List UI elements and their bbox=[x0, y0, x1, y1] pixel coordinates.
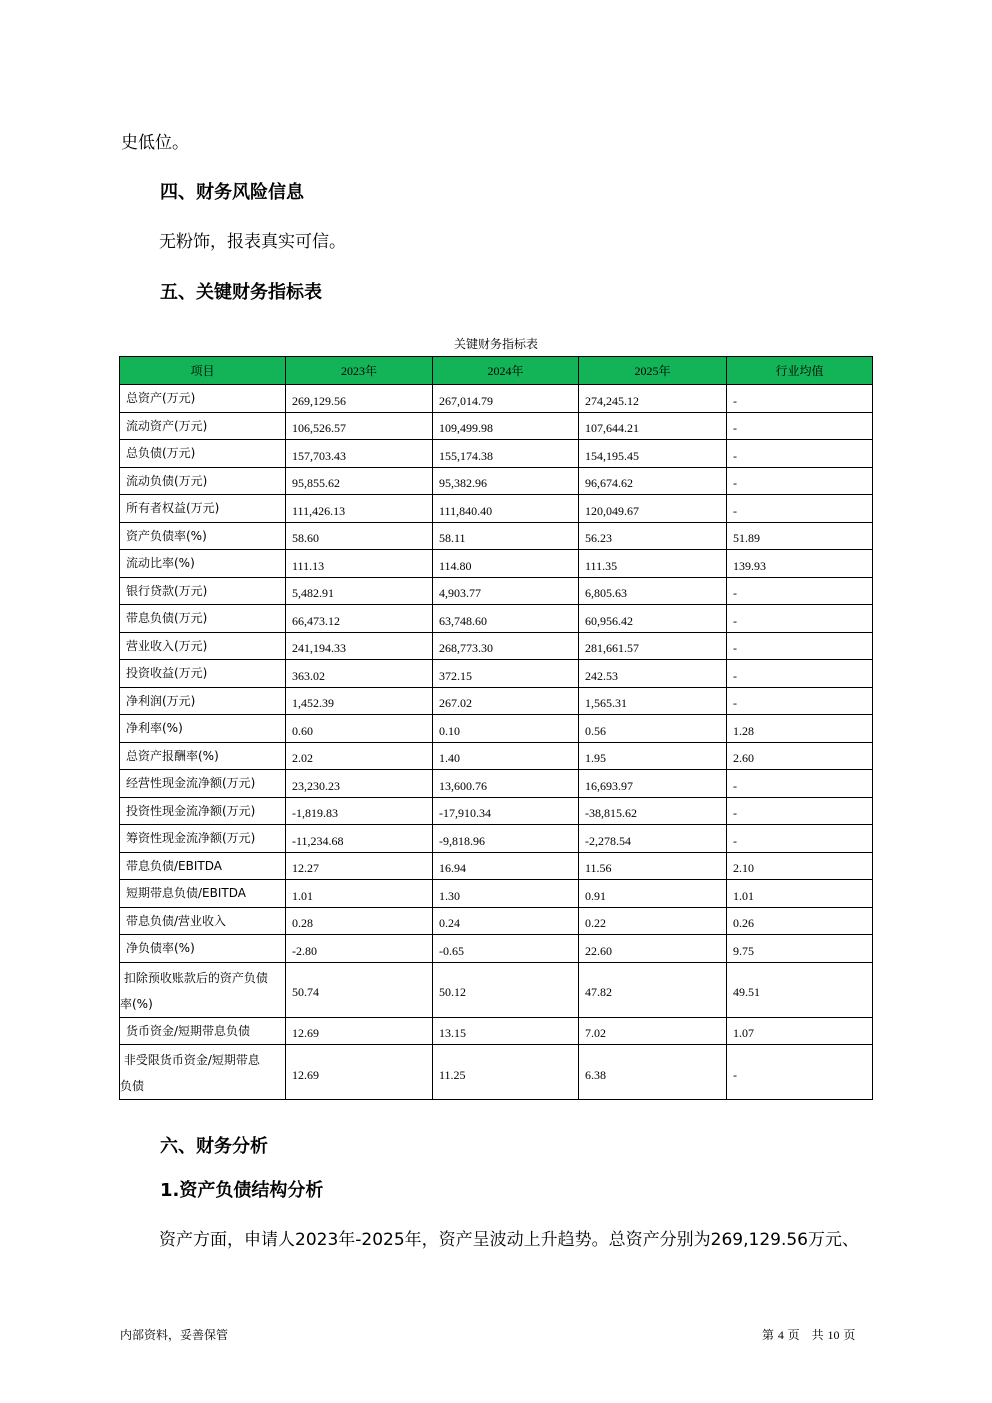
row-label: 银行贷款(万元) bbox=[120, 577, 286, 605]
row-label: 总负债(万元) bbox=[120, 440, 286, 468]
row-label-line2: 负债 bbox=[120, 1079, 145, 1093]
cell-value: 0.28 bbox=[286, 907, 433, 935]
row-label: 净利率(%) bbox=[120, 715, 286, 743]
cell-value: 12.27 bbox=[286, 852, 433, 880]
page-current: 4 bbox=[777, 1328, 784, 1342]
row-label: 投资性现金流净额(万元) bbox=[120, 797, 286, 825]
row-label-line1: 扣除预收账款后的资产负债 bbox=[120, 970, 268, 985]
table-row bbox=[120, 1017, 873, 1045]
table-row bbox=[120, 825, 873, 853]
cell-value: 12.69 bbox=[286, 1045, 433, 1100]
footer-note: 内部资料，妥善保管 bbox=[120, 1328, 229, 1342]
page-prefix: 第 bbox=[762, 1328, 775, 1342]
cell-value: 1.30 bbox=[433, 880, 579, 908]
row-label: 净负债率(%) bbox=[120, 935, 286, 963]
page-mid: 页 共 bbox=[787, 1328, 824, 1342]
header-2025: 2025年 bbox=[579, 357, 727, 385]
table-row bbox=[120, 385, 873, 413]
cell-value: 139.93 bbox=[727, 550, 873, 578]
cell-value: -38,815.62 bbox=[579, 797, 727, 825]
row-label: 净利润(万元) bbox=[120, 687, 286, 715]
cell-value: 107,644.21 bbox=[579, 412, 727, 440]
row-label: 投资收益(万元) bbox=[120, 660, 286, 688]
cell-value: 111.35 bbox=[579, 550, 727, 578]
table-row bbox=[120, 935, 873, 963]
cell-value: - bbox=[727, 797, 873, 825]
row-label: 流动比率(%) bbox=[120, 550, 286, 578]
table-row bbox=[120, 412, 873, 440]
cell-value: 281,661.57 bbox=[579, 632, 727, 660]
cell-value: 2.60 bbox=[727, 742, 873, 770]
cell-value: 4,903.77 bbox=[433, 577, 579, 605]
cell-value: 6,805.63 bbox=[579, 577, 727, 605]
cell-value: 268,773.30 bbox=[433, 632, 579, 660]
cell-value: 58.60 bbox=[286, 522, 433, 550]
row-label: 资产负债率(%) bbox=[120, 522, 286, 550]
table-row bbox=[120, 632, 873, 660]
cell-value: 120,049.67 bbox=[579, 495, 727, 523]
cell-value: 1.07 bbox=[727, 1017, 873, 1045]
cell-value: 241,194.33 bbox=[286, 632, 433, 660]
row-label: 带息负债(万元) bbox=[120, 605, 286, 633]
cell-value: -2,278.54 bbox=[579, 825, 727, 853]
cell-value: 0.91 bbox=[579, 880, 727, 908]
cell-value: 109,499.98 bbox=[433, 412, 579, 440]
table-row bbox=[120, 577, 873, 605]
table-row bbox=[120, 522, 873, 550]
cell-value: 51.89 bbox=[727, 522, 873, 550]
top-fragment: 史低位。 bbox=[121, 133, 189, 153]
cell-value: 63,748.60 bbox=[433, 605, 579, 633]
page-total: 10 bbox=[827, 1328, 840, 1342]
cell-value: 16,693.97 bbox=[579, 770, 727, 798]
table-row bbox=[120, 605, 873, 633]
table-row bbox=[120, 1045, 873, 1100]
cell-value: -0.65 bbox=[433, 935, 579, 963]
cell-value: 50.74 bbox=[286, 962, 433, 1017]
table-row bbox=[120, 770, 873, 798]
cell-value: 16.94 bbox=[433, 852, 579, 880]
cell-value: - bbox=[727, 1045, 873, 1100]
table-row bbox=[120, 880, 873, 908]
cell-value: 372.15 bbox=[433, 660, 579, 688]
row-label bbox=[120, 1045, 286, 1100]
cell-value: 1.01 bbox=[286, 880, 433, 908]
cell-value: 111.13 bbox=[286, 550, 433, 578]
table-row bbox=[120, 907, 873, 935]
row-label: 流动资产(万元) bbox=[120, 412, 286, 440]
section-6-body: 资产方面，申请人2023年-2025年，资产呈波动上升趋势。总资产分别为269,129.56万元、 bbox=[159, 1230, 859, 1250]
cell-value: - bbox=[727, 412, 873, 440]
cell-value: 0.26 bbox=[727, 907, 873, 935]
table-row bbox=[120, 550, 873, 578]
cell-value: -2.80 bbox=[286, 935, 433, 963]
cell-value: -1,819.83 bbox=[286, 797, 433, 825]
cell-value: 111,426.13 bbox=[286, 495, 433, 523]
cell-value: 1,565.31 bbox=[579, 687, 727, 715]
cell-value: 23,230.23 bbox=[286, 770, 433, 798]
cell-value: 13.15 bbox=[433, 1017, 579, 1045]
cell-value: 47.82 bbox=[579, 962, 727, 1017]
row-label-line1: 非受限货币资金/短期带息 bbox=[120, 1053, 260, 1067]
cell-value: - bbox=[727, 440, 873, 468]
row-label: 货币资金/短期带息负债 bbox=[120, 1017, 286, 1045]
table-caption: 关键财务指标表 bbox=[453, 337, 538, 351]
cell-value: 66,473.12 bbox=[286, 605, 433, 633]
cell-value: -9,818.96 bbox=[433, 825, 579, 853]
cell-value: 114.80 bbox=[433, 550, 579, 578]
row-label: 短期带息负债/EBITDA bbox=[120, 880, 286, 908]
table-row bbox=[120, 467, 873, 495]
row-label: 带息负债/EBITDA bbox=[120, 852, 286, 880]
cell-value: - bbox=[727, 495, 873, 523]
cell-value: 5,482.91 bbox=[286, 577, 433, 605]
cell-value: - bbox=[727, 687, 873, 715]
cell-value: 155,174.38 bbox=[433, 440, 579, 468]
cell-value: 7.02 bbox=[579, 1017, 727, 1045]
row-label bbox=[120, 962, 286, 1017]
cell-value: 363.02 bbox=[286, 660, 433, 688]
cell-value: 96,674.62 bbox=[579, 467, 727, 495]
table-row bbox=[120, 495, 873, 523]
cell-value: 1.01 bbox=[727, 880, 873, 908]
section-6-title: 六、财务分析 bbox=[160, 1136, 268, 1157]
header-2023: 2023年 bbox=[286, 357, 433, 385]
section-6-subtitle: 1.资产负债结构分析 bbox=[160, 1180, 324, 1201]
cell-value: 11.25 bbox=[433, 1045, 579, 1100]
row-label: 所有者权益(万元) bbox=[120, 495, 286, 523]
cell-value: 157,703.43 bbox=[286, 440, 433, 468]
cell-value: 0.56 bbox=[579, 715, 727, 743]
cell-value: 60,956.42 bbox=[579, 605, 727, 633]
cell-value: - bbox=[727, 632, 873, 660]
cell-value: 12.69 bbox=[286, 1017, 433, 1045]
cell-value: 267,014.79 bbox=[433, 385, 579, 413]
row-label: 经营性现金流净额(万元) bbox=[120, 770, 286, 798]
cell-value: 106,526.57 bbox=[286, 412, 433, 440]
cell-value: - bbox=[727, 660, 873, 688]
cell-value: -11,234.68 bbox=[286, 825, 433, 853]
cell-value: - bbox=[727, 467, 873, 495]
header-2024: 2024年 bbox=[433, 357, 579, 385]
cell-value: - bbox=[727, 385, 873, 413]
row-label: 总资产(万元) bbox=[120, 385, 286, 413]
table-row bbox=[120, 852, 873, 880]
cell-value: 50.12 bbox=[433, 962, 579, 1017]
cell-value: 111,840.40 bbox=[433, 495, 579, 523]
cell-value: 58.11 bbox=[433, 522, 579, 550]
page-suffix: 页 bbox=[843, 1328, 856, 1342]
financial-indicators-table bbox=[119, 356, 873, 1100]
cell-value: 2.10 bbox=[727, 852, 873, 880]
table-row bbox=[120, 440, 873, 468]
table-row bbox=[120, 715, 873, 743]
cell-value: 13,600.76 bbox=[433, 770, 579, 798]
header-item: 项目 bbox=[120, 357, 286, 385]
table-row bbox=[120, 742, 873, 770]
cell-value: 95,382.96 bbox=[433, 467, 579, 495]
cell-value: 0.60 bbox=[286, 715, 433, 743]
cell-value: 49.51 bbox=[727, 962, 873, 1017]
cell-value: - bbox=[727, 825, 873, 853]
cell-value: - bbox=[727, 605, 873, 633]
row-label: 流动负债(万元) bbox=[120, 467, 286, 495]
cell-value: - bbox=[727, 770, 873, 798]
cell-value: 1.40 bbox=[433, 742, 579, 770]
cell-value: 95,855.62 bbox=[286, 467, 433, 495]
cell-value: 0.22 bbox=[579, 907, 727, 935]
cell-value: 242.53 bbox=[579, 660, 727, 688]
header-industry-avg: 行业均值 bbox=[727, 357, 873, 385]
cell-value: 1.95 bbox=[579, 742, 727, 770]
cell-value: 9.75 bbox=[727, 935, 873, 963]
cell-value: 11.56 bbox=[579, 852, 727, 880]
cell-value: - bbox=[727, 577, 873, 605]
row-label: 带息负债/营业收入 bbox=[120, 907, 286, 935]
cell-value: 6.38 bbox=[579, 1045, 727, 1100]
cell-value: 267.02 bbox=[433, 687, 579, 715]
row-label: 筹资性现金流净额(万元) bbox=[120, 825, 286, 853]
cell-value: 1,452.39 bbox=[286, 687, 433, 715]
cell-value: 2.02 bbox=[286, 742, 433, 770]
table-row bbox=[120, 797, 873, 825]
table-row bbox=[120, 687, 873, 715]
cell-value: 154,195.45 bbox=[579, 440, 727, 468]
table-row bbox=[120, 660, 873, 688]
row-label: 营业收入(万元) bbox=[120, 632, 286, 660]
row-label: 总资产报酬率(%) bbox=[120, 742, 286, 770]
section-5-title: 五、关键财务指标表 bbox=[160, 282, 322, 303]
cell-value: 0.10 bbox=[433, 715, 579, 743]
cell-value: 22.60 bbox=[579, 935, 727, 963]
cell-value: 56.23 bbox=[579, 522, 727, 550]
section-4-body: 无粉饰，报表真实可信。 bbox=[159, 232, 346, 252]
page-number bbox=[762, 1326, 855, 1343]
table-row bbox=[120, 962, 873, 1017]
cell-value: -17,910.34 bbox=[433, 797, 579, 825]
cell-value: 1.28 bbox=[727, 715, 873, 743]
section-4-title: 四、财务风险信息 bbox=[160, 182, 304, 203]
cell-value: 0.24 bbox=[433, 907, 579, 935]
cell-value: 274,245.12 bbox=[579, 385, 727, 413]
table-header-row bbox=[120, 357, 873, 385]
cell-value: 269,129.56 bbox=[286, 385, 433, 413]
row-label-line2: 率(%) bbox=[120, 996, 153, 1011]
